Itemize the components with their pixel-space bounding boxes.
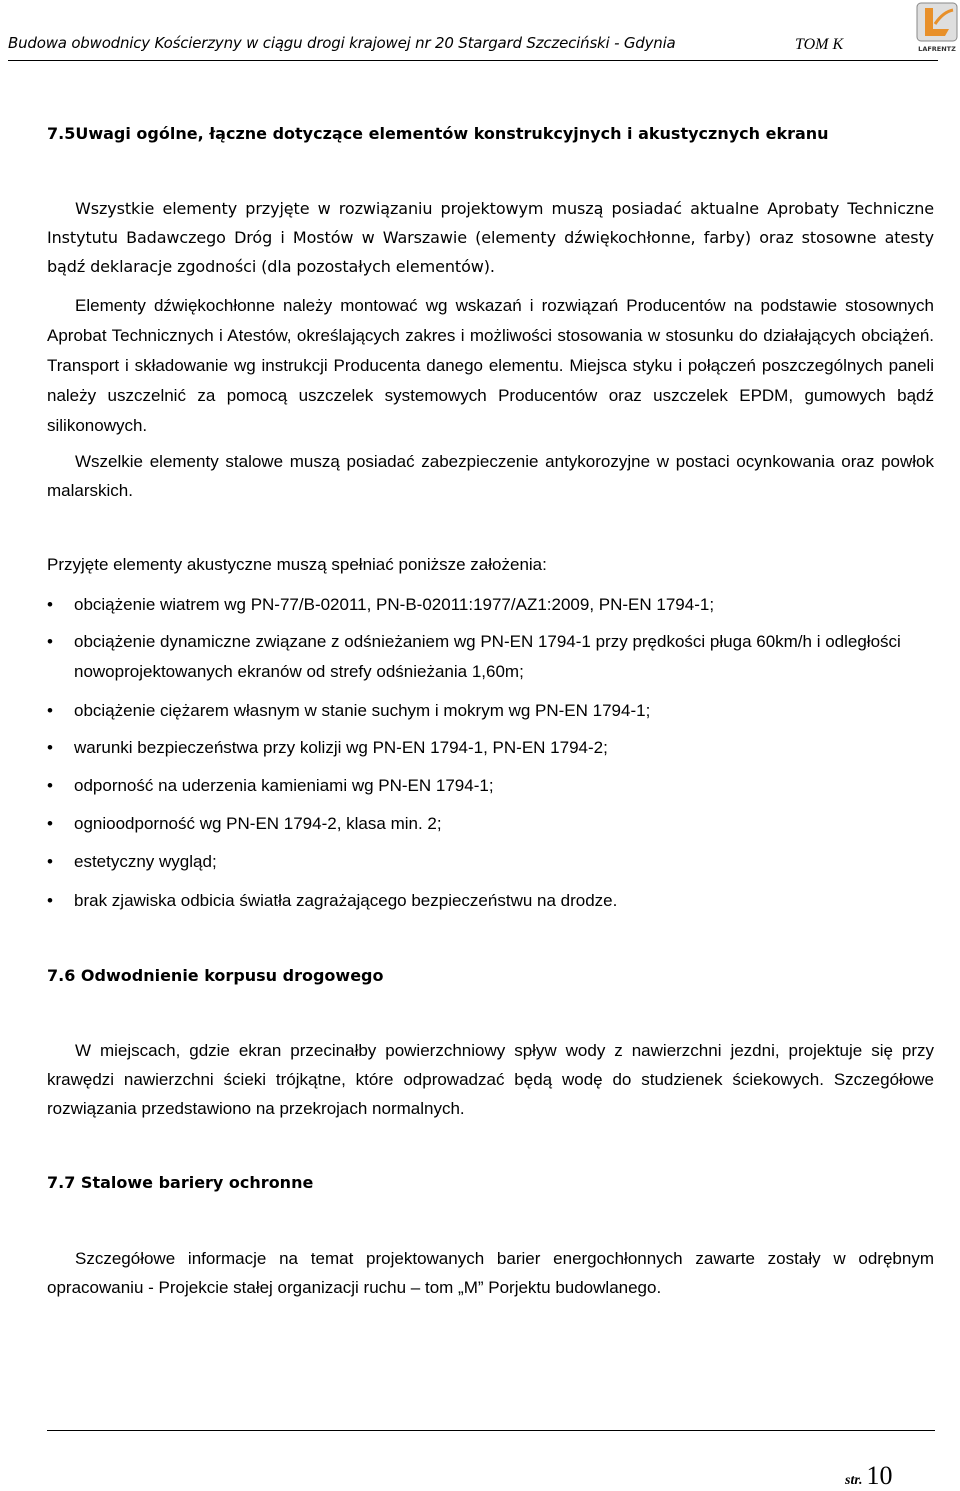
- requirements-intro: Przyjęte elementy akustyczne muszą spełniać poniższe założenia:: [47, 555, 547, 574]
- bullet-icon: •: [47, 852, 53, 871]
- bullet-icon: •: [47, 891, 53, 910]
- page-number-value: 10: [866, 1461, 893, 1490]
- list-item: • warunki bezpieczeństwa przy kolizji wg PN-EN 1794-1, PN-EN 1794-2;: [47, 733, 934, 762]
- list-item: • estetyczny wygląd;: [47, 847, 934, 876]
- paragraph-mounting: Elementy dźwiękochłonne należy montować wg wskazań i rozwiązań Producentów na podstawie stosownych Aprobat Technicznych i Atestów, określających zakres i możliwości stosowania w stosunku do działających obciążeń. Transport i składowanie wg instrukcji Producenta danego elementu. Miejsca styku i połączeń poszczególnych paneli należy uszczelnić za pomocą uszczelek systemowych Producentów oraz uszczelek EPDM, gumowych bądź silikonowych.: [47, 296, 934, 435]
- page-label: str.: [845, 1473, 863, 1488]
- bullet-icon: •: [47, 595, 53, 614]
- list-item: • obciążenie ciężarem własnym w stanie suchym i mokrym wg PN-EN 1794-1;: [47, 696, 934, 725]
- footer-divider: [47, 1430, 935, 1431]
- paragraph-approvals: Wszystkie elementy przyjęte w rozwiązaniu projektowym muszą posiadać aktualne Aprobaty Techniczne Instytutu Badawczego Dróg i Mostów w Warszawie (elementy dźwiękochłonne, farby) oraz stosowne atesty bądź deklaracje zgodności (dla pozostałych elementów).: [47, 199, 934, 276]
- logo-text: LAFRENTZ: [918, 45, 956, 53]
- header-divider: [8, 60, 938, 61]
- bullet-icon: •: [47, 701, 53, 720]
- list-item: • obciążenie wiatrem wg PN-77/B-02011, PN-B-02011:1977/AZ1:2009, PN-EN 1794-1;: [47, 590, 934, 619]
- section-heading-7-7: 7.7 Stalowe bariery ochronne: [47, 1173, 314, 1192]
- list-item: • obciążenie dynamiczne związane z odśnieżaniem wg PN-EN 1794-1 przy prędkości pługa 60km/h i odległości nowoprojektowanych ekranów od strefy odśnieżania 1,60m;: [47, 627, 934, 687]
- document-running-title: Budowa obwodnicy Kościerzyny w ciągu drogi krajowej nr 20 Stargard Szczeciński - Gdynia: [8, 34, 676, 52]
- bullet-icon: •: [47, 632, 53, 651]
- paragraph-corrosion: Wszelkie elementy stalowe muszą posiadać zabezpieczenie antykorozyjne w postaci ocynkowania oraz powłok malarskich.: [47, 452, 934, 500]
- paragraph-barriers: Szczegółowe informacje na temat projektowanych barier energochłonnych zawarte zostały w odrębnym opracowaniu - Projekcie stałej organizacji ruchu – tom „M” Porjektu budowlanego.: [47, 1249, 934, 1297]
- section-heading-7-5: 7.5Uwagi ogólne, łączne dotyczące elementów konstrukcyjnych i akustycznych ekranu: [47, 124, 829, 143]
- list-item: • odporność na uderzenia kamieniami wg PN-EN 1794-1;: [47, 771, 934, 800]
- bullet-icon: •: [47, 776, 53, 795]
- bullet-icon: •: [47, 738, 53, 757]
- company-logo: [915, 2, 959, 54]
- paragraph-drainage: W miejscach, gdzie ekran przecinałby powierzchniowy spływ wody z nawierzchni jezdni, projektuje się przy krawędzi nawierzchni ścieki trójkątne, które odprowadzać będą wodę do studzienek ściekowych. Szczegółowe rozwiązania przedstawiono na przekrojach normalnych.: [47, 1041, 934, 1118]
- list-item: • ognioodporność wg PN-EN 1794-2, klasa min. 2;: [47, 809, 934, 838]
- page-number: [845, 1461, 893, 1491]
- bullet-icon: •: [47, 814, 53, 833]
- section-heading-7-6: 7.6 Odwodnienie korpusu drogowego: [47, 966, 384, 985]
- volume-label: TOM K: [795, 36, 844, 53]
- list-item: • brak zjawiska odbicia światła zagrażającego bezpieczeństwu na drodze.: [47, 886, 934, 915]
